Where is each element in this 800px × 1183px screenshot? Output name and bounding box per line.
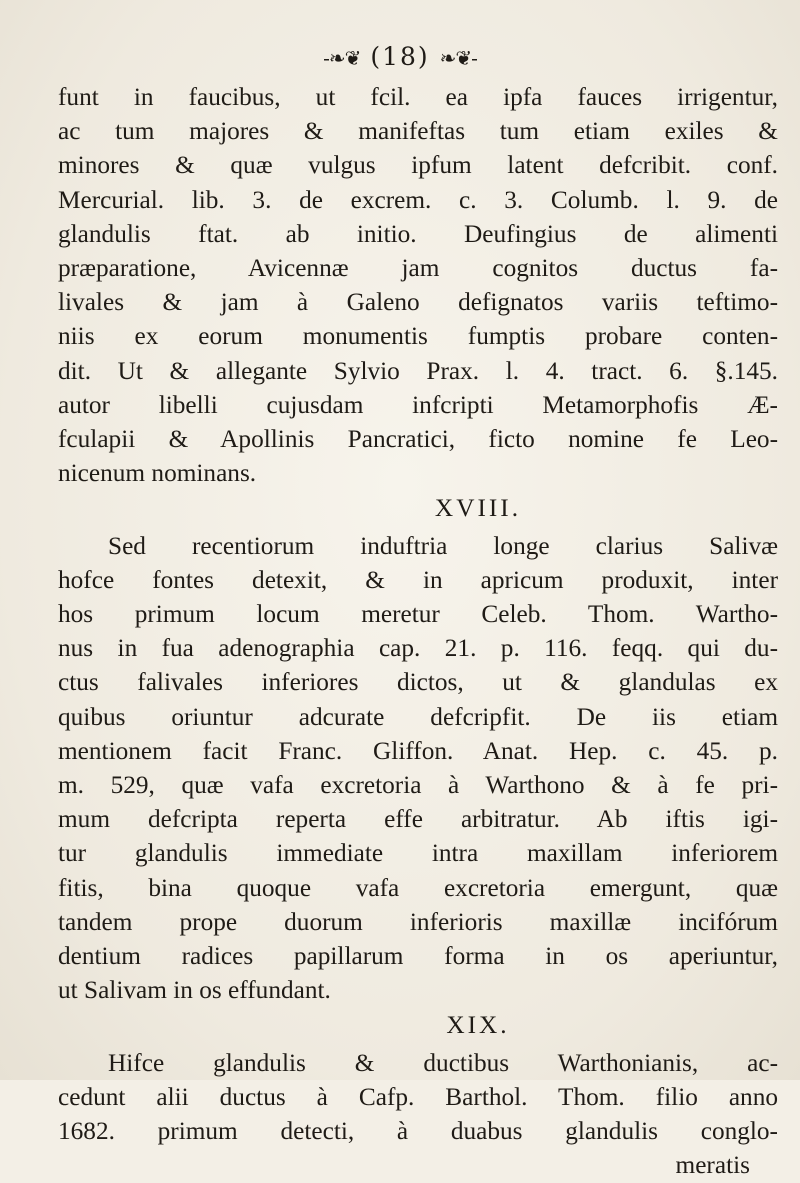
page-number: (18): [370, 42, 430, 71]
text-line: nicenum nominans.: [58, 459, 257, 488]
section-xviii-text: [58, 529, 778, 1008]
text-line: Sed recentiorum induftria longe clarius Salivæ: [108, 531, 778, 560]
text-line: glandulis ftat. ab initio. Deufingius de alimenti: [58, 219, 778, 248]
text-line: hofce fontes detexit, & in apricum produxit, inter: [58, 565, 778, 594]
text-line: tandem prope duorum inferioris maxillæ incifórum: [58, 907, 778, 936]
ornament-left: -❧❦: [323, 46, 361, 70]
text-line: ctus falivales inferiores dictos, ut & glandulas ex: [58, 668, 778, 697]
running-head: [0, 42, 800, 71]
text-line: hos primum locum meretur Celeb. Thom. Wartho-: [58, 600, 778, 629]
text-line: niis ex eorum monumentis fumptis probare conten-: [58, 322, 778, 351]
text-line: dentium radices papillarum forma in os aperiuntur,: [58, 942, 778, 971]
section-heading-xviii: XVIII.: [434, 494, 522, 523]
text-line: autor libelli cujusdam infcripti Metamorphofis Æ-: [58, 390, 778, 419]
text-line: mentionem facit Franc. Gliffon. Anat. Hep. c. 45. p.: [58, 736, 778, 765]
text-line: dit. Ut & allegante Sylvio Prax. l. 4. tract. 6. §.145.: [58, 356, 778, 385]
text-line: ac tum majores & manifeftas tum etiam exiles &: [58, 117, 778, 146]
text-line: livales & jam à Galeno defignatos variis teftimo-: [58, 288, 778, 317]
catchword: meratis: [675, 1151, 750, 1180]
text-line: tur glandulis immediate intra maxillam inferiorem: [58, 839, 778, 868]
text-line: mum defcripta reperta effe arbitratur. Ab iftis igi-: [58, 805, 778, 834]
text-line: m. 529, quæ vafa excretoria à Warthono & à fe pri-: [58, 771, 778, 800]
paragraph-continuation: [58, 80, 778, 490]
section-heading-xix: XIX.: [446, 1011, 510, 1040]
text-line: quibus oriuntur adcurate defcripfit. De iis etiam: [58, 702, 778, 731]
text-line: fitis, bina quoque vafa excretoria emergunt, quæ: [58, 873, 778, 902]
text-line: minores & quæ vulgus ipfum latent defcribit. conf.: [58, 151, 778, 180]
ornament-right: ❧❦-: [439, 46, 477, 70]
body-text: [58, 80, 778, 1183]
text-line: fculapii & Apollinis Pancratici, ficto nomine fe Leo-: [58, 425, 778, 454]
text-line: cedunt alii ductus à Cafp. Barthol. Thom. filio anno: [58, 1082, 778, 1111]
text-line: ut Salivam in os effundant.: [58, 976, 331, 1005]
text-line: Mercurial. lib. 3. de excrem. c. 3. Columb. l. 9. de: [58, 185, 778, 214]
text-line: nus in fua adenographia cap. 21. p. 116. feqq. qui du-: [58, 634, 778, 663]
text-line: funt in faucibus, ut fcil. ea ipfa fauces irrigentur,: [58, 83, 778, 111]
section-xix-text: [58, 1046, 778, 1183]
text-line: Hifce glandulis & ductibus Warthonianis, ac-: [108, 1048, 778, 1077]
text-line: præparatione, Avicennæ jam cognitos ductus fa-: [58, 254, 778, 283]
text-line: 1682. primum detecti, à duabus glandulis conglo-: [58, 1117, 778, 1146]
